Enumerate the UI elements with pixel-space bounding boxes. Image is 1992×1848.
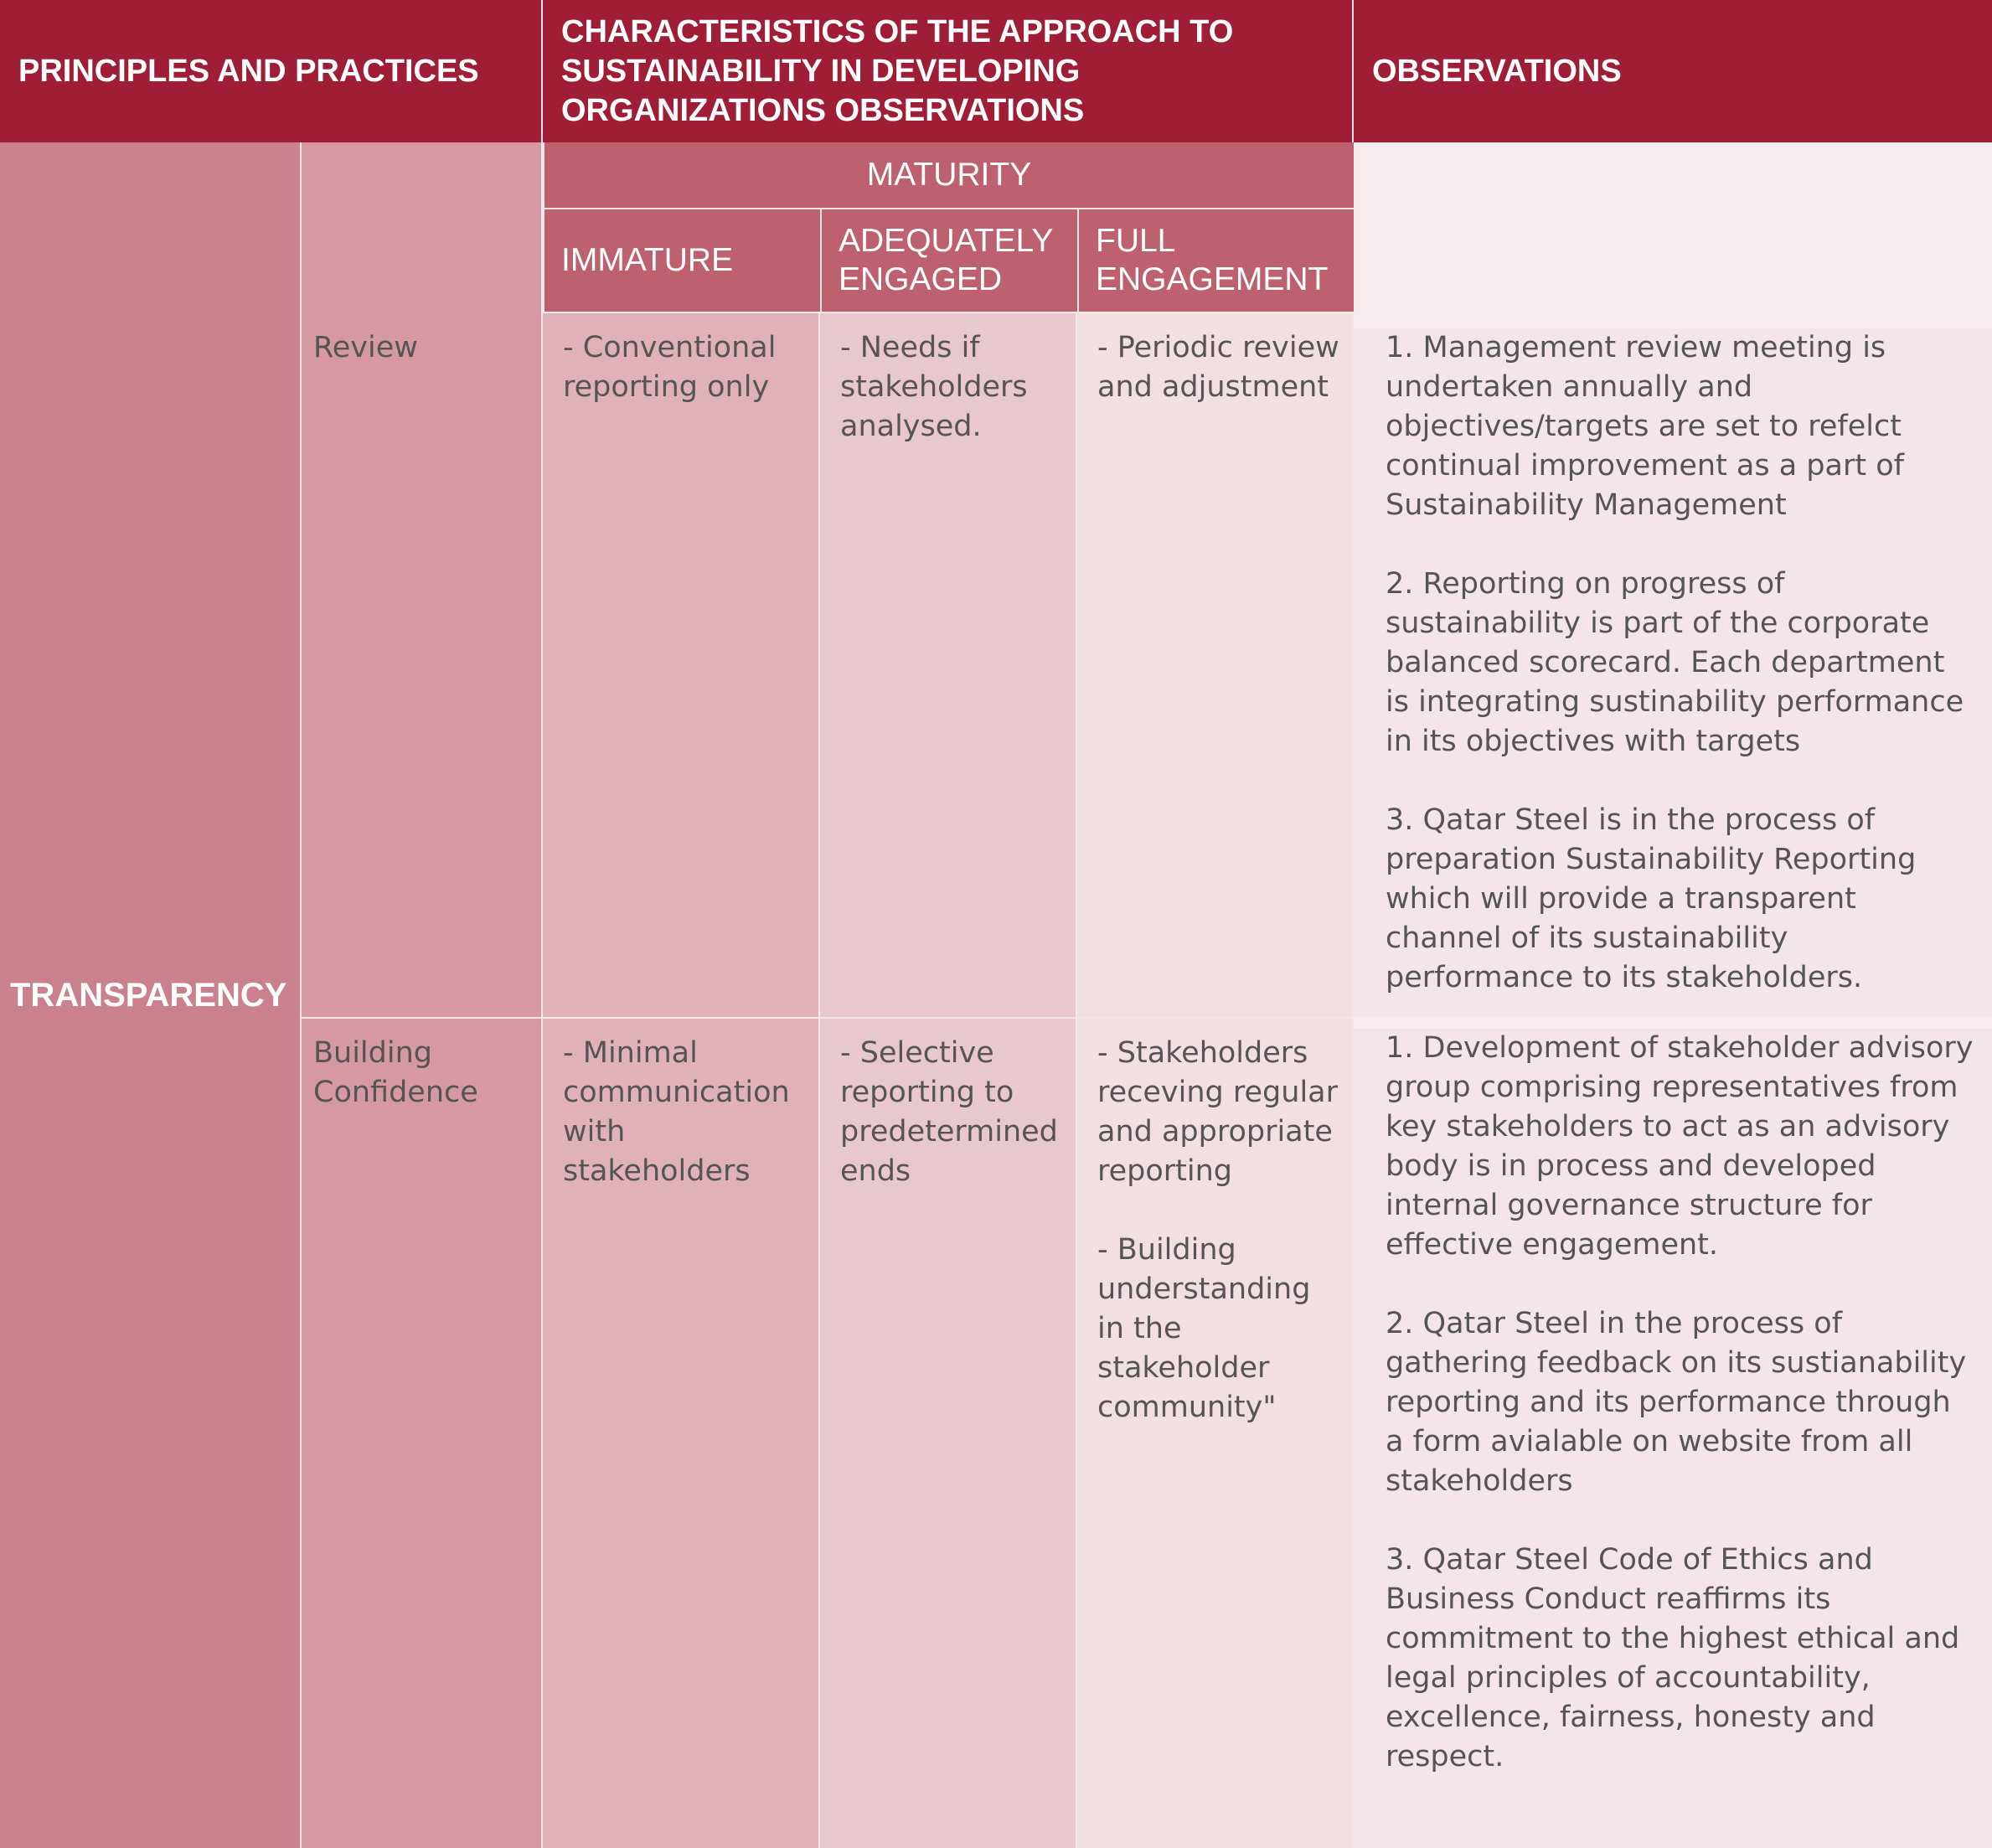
observation-item: 1. Development of stakeholder advisory group comprising representatives from key stakeholders to act as an advisory body is in process and developed internal governance structure for effective engagement.	[1386, 1031, 1974, 1262]
level-header-adequately-engaged	[820, 209, 1077, 313]
cell-review-full: - Periodic review and adjustment	[1077, 313, 1354, 1017]
header-principles-label: PRINCIPLES AND PRACTICES	[18, 53, 479, 89]
observations-review	[1354, 328, 1992, 1017]
header-observations	[1354, 0, 1992, 142]
level-header-immature	[543, 209, 820, 313]
practice-cell-review	[302, 142, 543, 1017]
level-label: IMMATURE	[561, 242, 734, 278]
cell-confidence-adequate: - Selective reporting to predetermined ends	[820, 1017, 1077, 1848]
level-label: ADEQUATELY ENGAGED	[839, 223, 1053, 297]
cell-review-adequate: - Needs if stakeholders analysed.	[820, 313, 1077, 1017]
observations-building-confidence	[1354, 1029, 1992, 1848]
header-characteristics	[543, 0, 1354, 142]
cell-confidence-full: - Stakeholders receving regular and appropriate reporting - Building understanding in the stakeholder community"	[1077, 1017, 1354, 1848]
principle-label: TRANSPARENCY	[10, 976, 287, 1014]
observation-item: 2. Reporting on progress of sustainability is part of the corporate balanced scorecard. Each department is integrating sustinability performance in its objectives with targets	[1386, 567, 1964, 758]
observation-item: 1. Management review meeting is undertaken annually and objectives/targets are set to refelct continual improvement as a part of Sustainability Management	[1386, 331, 1904, 522]
level-header-full-engagement	[1077, 209, 1354, 313]
maturity-header	[543, 142, 1354, 209]
header-observations-label: OBSERVATIONS	[1372, 53, 1622, 89]
header-principles	[0, 0, 543, 142]
cell-review-immature: - Conventional reporting only	[543, 313, 820, 1017]
observation-item: 3. Qatar Steel Code of Ethics and Business Conduct reaffirms its commitment to the highest ethical and legal principles of accountability, excellence, fairness, honesty and respect.	[1386, 1543, 1960, 1773]
level-label: FULL ENGAGEMENT	[1096, 223, 1329, 297]
observation-item: 2. Qatar Steel in the process of gathering feedback on its sustianability reporting and its performance through a form avialable on website from all stakeholders	[1386, 1307, 1967, 1498]
observation-item: 3. Qatar Steel is in the process of preparation Sustainability Reporting which will provide a transparent channel of its sustainability performance to its stakeholders.	[1386, 803, 1917, 994]
cell-confidence-immature: - Minimal communication with stakeholders	[543, 1017, 820, 1848]
practice-cell-building-confidence	[302, 1017, 543, 1848]
header-characteristics-label: CHARACTERISTICS OF THE APPROACH TO SUSTAINABILITY IN DEVELOPING ORGANIZATIONS OBSERVATIONS	[561, 13, 1234, 128]
practice-label: Building Confidence	[313, 1036, 478, 1109]
practice-label: Review	[313, 331, 418, 364]
maturity-title: MATURITY	[866, 157, 1032, 193]
principle-cell	[0, 142, 302, 1848]
